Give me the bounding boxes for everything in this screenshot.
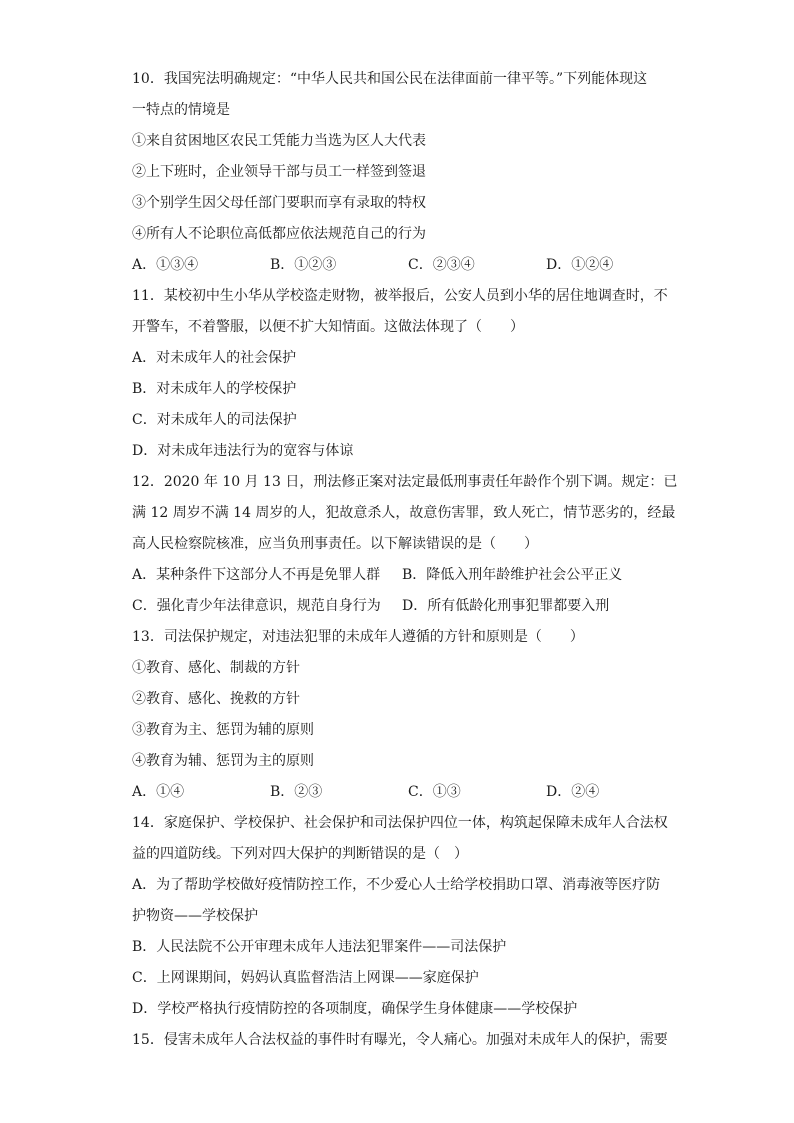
question-15 xyxy=(132,1025,672,1056)
statement: ③个别学生因父母任部门要职而享有录取的特权 xyxy=(132,195,426,211)
option-a: A．对未成年人的社会保护 xyxy=(132,350,297,366)
statement: ③教育为主、惩罚为辅的原则 xyxy=(132,722,314,738)
statement: ④教育为辅、惩罚为主的原则 xyxy=(132,753,314,769)
question-stem: 11．某校初中生小华从学校盗走财物，被举报后，公安人员到小华的居住地调查时，不 xyxy=(132,288,668,304)
option-b: B．人民法院不公开审理未成年人违法犯罪案件——司法保护 xyxy=(132,939,507,955)
option-a-continued: 护物资——学校保护 xyxy=(132,908,258,924)
question-14 xyxy=(132,808,672,1025)
option-d: D．学校严格执行疫情防控的各项制度，确保学生身体健康——学校保护 xyxy=(132,1001,578,1017)
option-b: B．①②③ xyxy=(270,257,337,273)
options-row xyxy=(132,591,672,622)
options-row xyxy=(132,560,672,591)
option-c: C．上网课期间，妈妈认真监督浩洁上网课——家庭保护 xyxy=(132,970,479,986)
statement: ①教育、感化、制裁的方针 xyxy=(132,660,300,676)
statement: ②教育、感化、挽救的方针 xyxy=(132,691,300,707)
option-d: D．①②④ xyxy=(546,257,614,273)
option-d: D．②④ xyxy=(546,784,600,800)
question-stem: 13．司法保护规定，对违法犯罪的未成年人遵循的方针和原则是（ ） xyxy=(132,629,584,645)
option-d: D．对未成年违法行为的宽容与体谅 xyxy=(132,443,354,459)
question-stem: 益的四道防线。下列对四大保护的判断错误的是（ ） xyxy=(132,846,468,862)
question-stem: 开警车，不着警服，以便不扩大知情面。这做法体现了（ ） xyxy=(132,319,524,335)
statement: ②上下班时，企业领导干部与员工一样签到签退 xyxy=(132,164,426,180)
question-stem: 12．2020 年 10 月 13 日，刑法修正案对法定最低刑事责任年龄作个别下调。规定：已 xyxy=(132,474,678,490)
option-d: D．所有低龄化刑事犯罪都要入刑 xyxy=(402,598,610,614)
option-c: C．①③ xyxy=(408,784,461,800)
question-stem: 15．侵害未成年人合法权益的事件时有曝光，令人痛心。加强对未成年人的保护，需要 xyxy=(132,1032,668,1048)
question-11 xyxy=(132,281,672,467)
option-c: C．强化青少年法律意识，规范自身行为 xyxy=(132,598,381,614)
option-a: A．某种条件下这部分人不再是免罪人群 xyxy=(132,567,381,583)
option-a: A．①④ xyxy=(132,784,185,800)
option-c: C．对未成年人的司法保护 xyxy=(132,412,297,428)
question-stem: 高人民检察院核准，应当负刑事责任。以下解读错误的是（ ） xyxy=(132,536,538,552)
option-a: A．为了帮助学校做好疫情防控工作，不少爱心人士给学校捐助口罩、消毒液等医疗防 xyxy=(132,877,661,893)
question-12 xyxy=(132,467,678,622)
question-13 xyxy=(132,622,672,808)
statement: ④所有人不论职位高低都应依法规范自己的行为 xyxy=(132,226,426,242)
question-stem: 10．我国宪法明确规定：“中华人民共和国公民在法律面前一律平等。”下列能体现这 xyxy=(132,71,648,87)
question-stem: 14．家庭保护、学校保护、社会保护和司法保护四位一体，构筑起保障未成年人合法权 xyxy=(132,815,668,831)
question-stem: 一特点的情境是 xyxy=(132,102,230,118)
option-a: A．①③④ xyxy=(132,257,199,273)
question-stem: 满 12 周岁不满 14 周岁的人，犯故意杀人，故意伤害罪，致人死亡，情节恶劣的，经最 xyxy=(132,505,676,521)
option-c: C．②③④ xyxy=(408,257,475,273)
option-b: B．对未成年人的学校保护 xyxy=(132,381,297,397)
options-row xyxy=(132,250,672,281)
question-page xyxy=(132,64,678,1056)
option-b: B．降低入刑年龄维护社会公平正义 xyxy=(402,567,623,583)
question-10 xyxy=(132,64,672,281)
options-row xyxy=(132,777,672,808)
option-b: B．②③ xyxy=(270,784,323,800)
statement: ①来自贫困地区农民工凭能力当选为区人大代表 xyxy=(132,133,426,149)
